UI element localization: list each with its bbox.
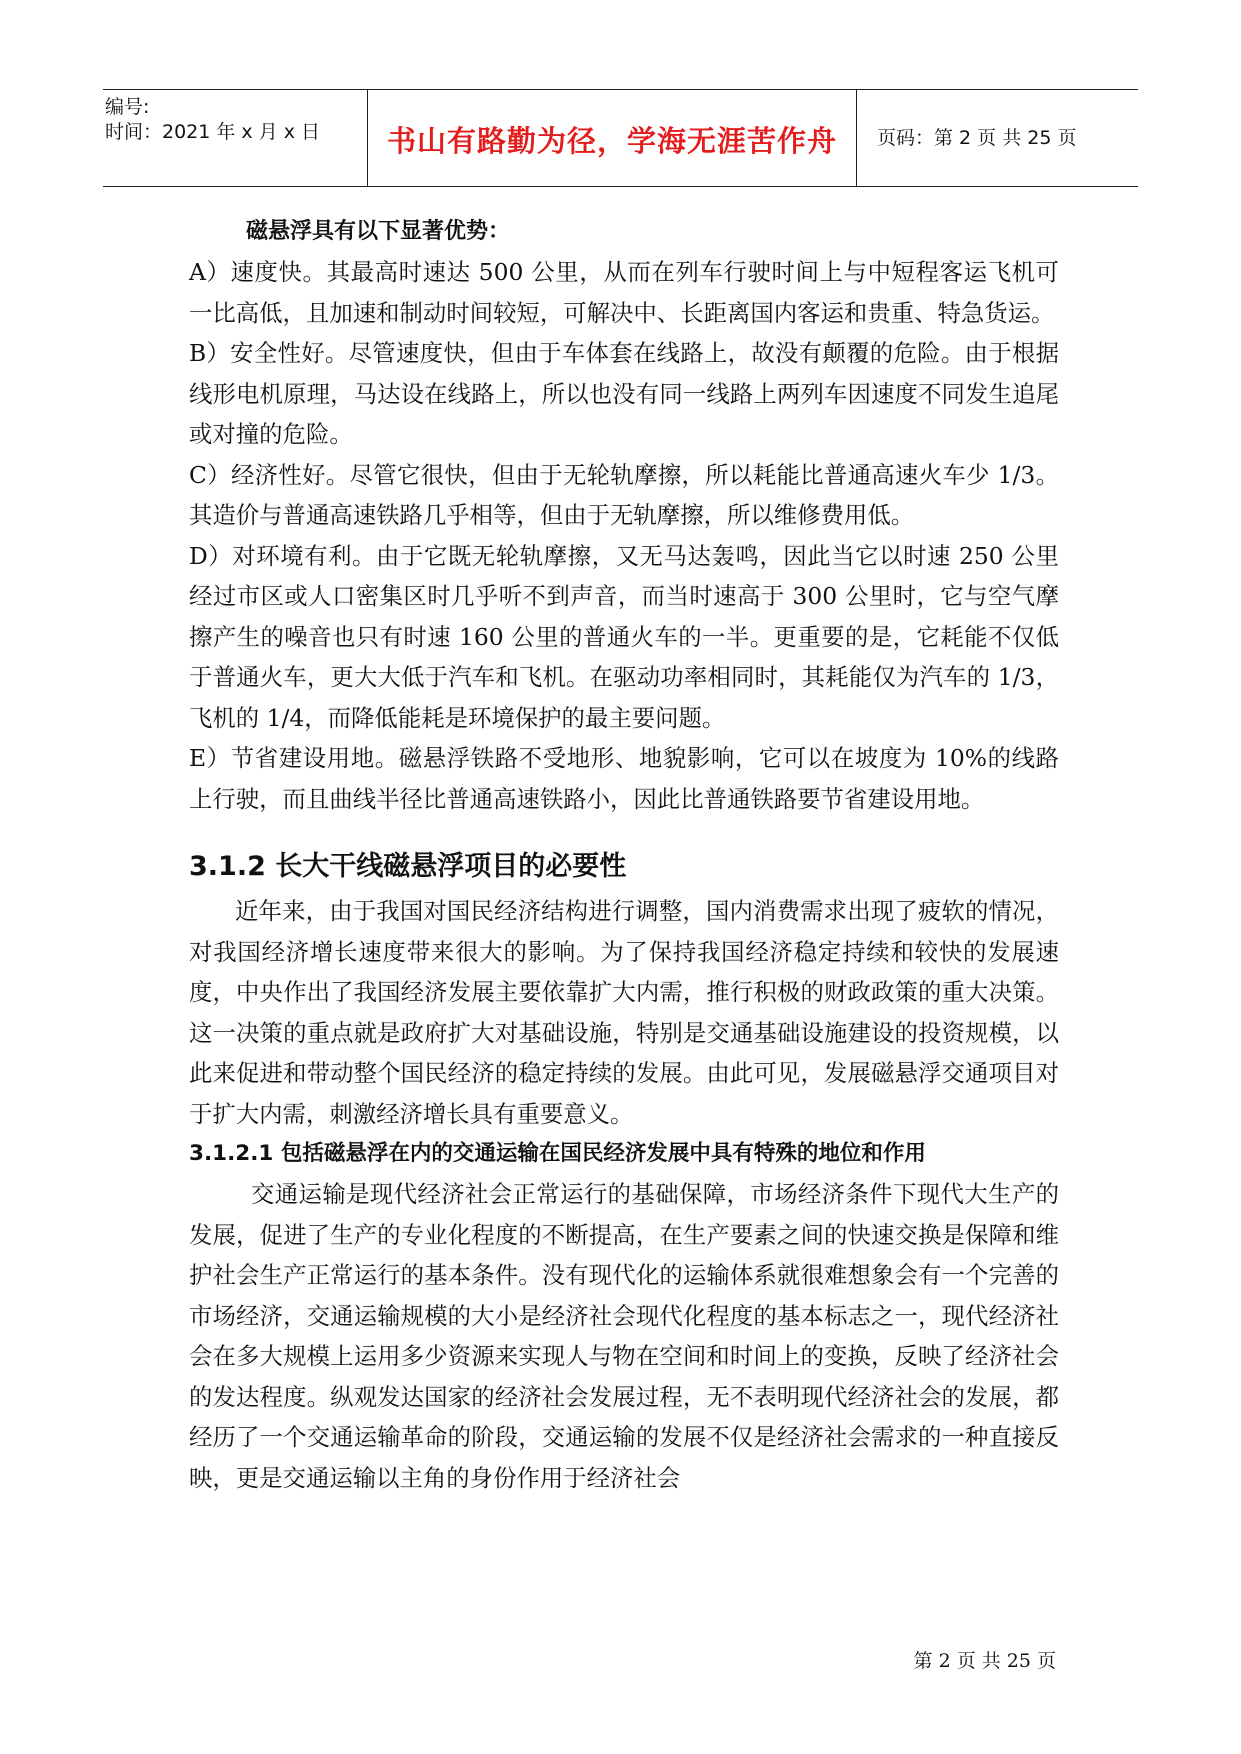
header-meta-cell [103,90,367,186]
header-page-label: 页码：第 2 页 共 25 页 [877,127,1077,149]
document-number-label: 编号: [105,96,150,118]
subsection-paragraph: 交通运输是现代经济社会正常运行的基础保障，市场经济条件下现代大生产的发展，促进了生产的专业化程度的不断提高，在生产要素之间的快速交换是保障和维护社会生产正常运行的基本条件。没有现代化的运输体系就很难想象会有一个完善的市场经济，交通运输规模的大小是经济社会现代化程度的基本标志之一，现代经济社会在多大规模上运用多少资源来实现人与物在空间和时间上的变换，反映了经济社会的发达程度。纵观发达国家的经济社会发展过程，无不表明现代经济社会的发展，都经历了一个交通运输革命的阶段，交通运输的发展不仅是经济社会需求的一种直接反映，更是交通运输以主角的身份作用于经济社会 [189,1180,1059,1492]
subsection-heading: 3.1.2.1 包括磁悬浮在内的交通运输在国民经济发展中具有特殊的地位和作用 [189,1141,926,1166]
header-motto-cell [367,90,857,186]
advantage-item-e: E）节省建设用地。磁悬浮铁路不受地形、地貌影响，它可以在坡度为 10%的线路上行驶，而且曲线半径比普通高速铁路小，因此比普通铁路要节省建设用地。 [189,744,1059,813]
document-header [103,89,1138,187]
document-time-label: 时间：2021 年 x 月 x 日 [105,121,321,143]
page-footer: 第 2 页 共 25 页 [913,1650,1056,1672]
advantage-item-b: B）安全性好。尽管速度快，但由于车体套在线路上，故没有颠覆的危险。由于根据线形电机原理，马达设在线路上，所以也没有同一线路上两列车因速度不同发生追尾或对撞的危险。 [189,339,1059,448]
header-page-cell [855,90,1138,186]
section-heading: 3.1.2 长大干线磁悬浮项目的必要性 [189,851,627,882]
advantage-item-a: A）速度快。其最高时速达 500 公里，从而在列车行驶时间上与中短程客运飞机可一比高低，且加速和制动时间较短，可解决中、长距离国内客运和贵重、特急货运。 [189,258,1059,327]
advantages-intro: 磁悬浮具有以下显著优势： [246,219,511,244]
advantage-item-c: C）经济性好。尽管它很快，但由于无轮轨摩擦，所以耗能比普通高速火车少 1/3。其造价与普通高速铁路几乎相等，但由于无轨摩擦，所以维修费用低。 [189,460,1059,529]
section-paragraph: 近年来，由于我国对国民经济结构进行调整，国内消费需求出现了疲软的情况，对我国经济增长速度带来很大的影响。为了保持我国经济稳定持续和较快的发展速度，中央作出了我国经济发展主要依靠扩大内需，推行积极的财政政策的重大决策。这一决策的重点就是政府扩大对基础设施，特别是交通基础设施建设的投资规模，以此来促进和带动整个国民经济的稳定持续的发展。由此可见，发展磁悬浮交通项目对于扩大内需，刺激经济增长具有重要意义。 [189,897,1059,1128]
advantage-item-d: D）对环境有利。由于它既无轮轨摩擦，又无马达轰鸣，因此当它以时速 250 公里经过市区或人口密集区时几乎听不到声音，而当时速高于 300 公里时，它与空气摩擦产生的噪音也只有时速 160 公里的普通火车的一半。更重要的是，它耗能不仅低于普通火车，更大大低于汽车和飞机。在驱动功率相同时，其耗能仅为汽车的 1/3，飞机的 1/4，而降低能耗是环境保护的最主要问题。 [189,541,1059,732]
document-body [189,212,1059,1498]
header-motto: 书山有路勤为径，学海无涯苦作舟 [386,124,837,158]
